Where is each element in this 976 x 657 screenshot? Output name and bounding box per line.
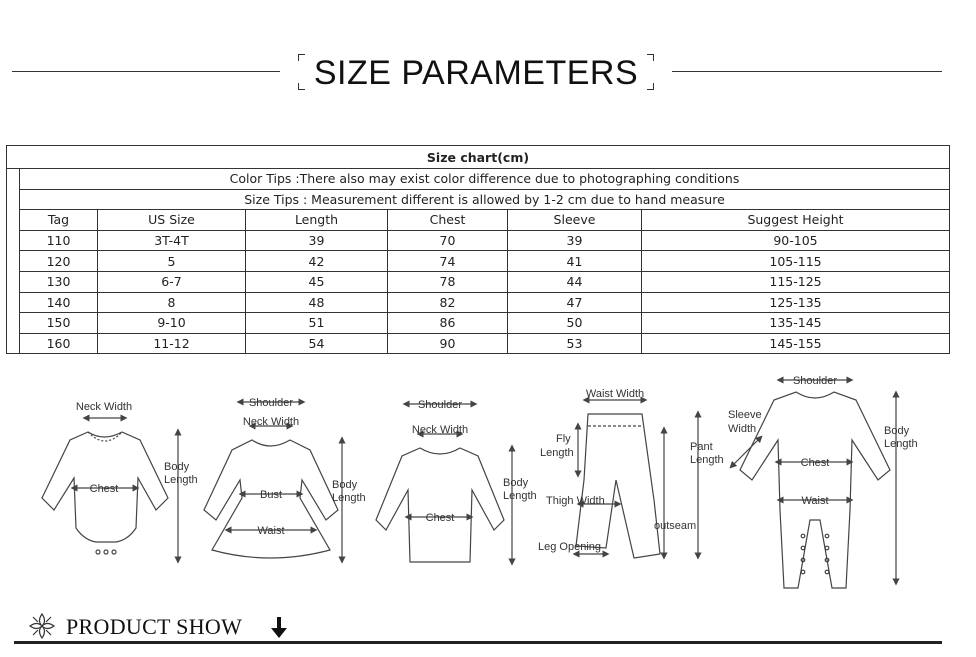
size-tip: Size Tips : Measurement different is allowed by 1-2 cm due to hand measure <box>20 189 950 210</box>
label-body-length: Length <box>503 490 537 502</box>
table-cell: 5 <box>98 251 246 272</box>
label-thigh-width: Thigh Width <box>546 495 605 507</box>
footer-rule <box>14 641 942 644</box>
table-cell: 3T-4T <box>98 230 246 251</box>
label-chest: Chest <box>800 457 830 469</box>
table-cell: 39 <box>508 230 642 251</box>
table-cell: 51 <box>246 313 388 334</box>
label-shoulder: Shoulder <box>417 399 463 411</box>
column-header: Length <box>246 210 388 231</box>
table-cell: 145-155 <box>642 333 950 354</box>
label-outseam: outseam <box>654 520 697 532</box>
romper-diagram <box>728 375 918 588</box>
size-chart-table <box>6 145 950 354</box>
table-cell: 74 <box>388 251 508 272</box>
label-shoulder: Shoulder <box>248 397 294 409</box>
table-cell: 54 <box>246 333 388 354</box>
measurement-illustrations <box>0 370 976 595</box>
table-cell: 70 <box>388 230 508 251</box>
table-cell: 125-135 <box>642 292 950 313</box>
table-row <box>7 230 950 251</box>
table-row <box>7 333 950 354</box>
label-bust: Bust <box>259 489 283 501</box>
table-cell: 11-12 <box>98 333 246 354</box>
label-body-length: Length <box>332 492 366 504</box>
table-cell: 41 <box>508 251 642 272</box>
product-show-title: PRODUCT SHOW <box>66 614 243 639</box>
table-cell: 44 <box>508 271 642 292</box>
label-waist: Waist <box>801 495 829 507</box>
label-waist: Waist <box>257 525 285 537</box>
arrow-down-icon <box>270 616 288 640</box>
column-header: US Size <box>98 210 246 231</box>
table-cell: 105-115 <box>642 251 950 272</box>
label-leg-opening: Leg Opening <box>538 541 601 553</box>
table-cell: 130 <box>20 271 98 292</box>
table-cell: 150 <box>20 313 98 334</box>
label-chest: Chest <box>89 483 119 495</box>
label-body-length: Length <box>884 438 918 450</box>
table-cell: 90 <box>388 333 508 354</box>
label-pant-length: Length <box>690 454 724 466</box>
label-pant-length: Pant <box>690 441 713 453</box>
table-cell: 110 <box>20 230 98 251</box>
table-row <box>7 251 950 272</box>
label-body-length: Body <box>884 425 910 437</box>
leaf-ornament-icon <box>28 612 56 640</box>
product-show-banner <box>0 600 976 657</box>
column-header: Chest <box>388 210 508 231</box>
label-shoulder: Shoulder <box>792 375 838 387</box>
pants-diagram <box>538 388 724 558</box>
table-cell: 39 <box>246 230 388 251</box>
table-cell: 9-10 <box>98 313 246 334</box>
label-neck-width: Neck Width <box>411 424 469 436</box>
dress-diagram <box>204 397 366 560</box>
header-rule-right <box>672 71 942 72</box>
page-title: SIZE PARAMETERS <box>313 54 639 92</box>
table-cell: 48 <box>246 292 388 313</box>
column-header: Tag <box>20 210 98 231</box>
table-cell: 90-105 <box>642 230 950 251</box>
table-cell: 82 <box>388 292 508 313</box>
label-sleeve-width: Sleeve <box>728 409 762 421</box>
table-gutter <box>7 169 20 354</box>
label-body-length: Length <box>164 474 198 486</box>
table-cell: 115-125 <box>642 271 950 292</box>
table-cell: 86 <box>388 313 508 334</box>
header-rule-left <box>12 71 280 72</box>
table-cell: 50 <box>508 313 642 334</box>
label-neck-width: Neck Width <box>242 416 300 428</box>
bodysuit-diagram <box>42 401 198 560</box>
table-cell: 8 <box>98 292 246 313</box>
header-frame <box>298 54 654 90</box>
top-diagram <box>376 399 537 562</box>
column-header: Sleeve <box>508 210 642 231</box>
color-tip: Color Tips :There also may exist color difference due to photographing conditions <box>20 169 950 190</box>
label-waist-width: Waist Width <box>585 388 645 400</box>
label-sleeve-width: Width <box>728 423 757 435</box>
label-body-length: Body <box>332 479 358 491</box>
column-header: Suggest Height <box>642 210 950 231</box>
table-cell: 47 <box>508 292 642 313</box>
table-title: Size chart(cm) <box>7 146 950 169</box>
table-header-row <box>7 210 950 231</box>
table-cell: 78 <box>388 271 508 292</box>
label-fly-length: Length <box>540 447 574 459</box>
table-cell: 160 <box>20 333 98 354</box>
table-cell: 53 <box>508 333 642 354</box>
label-body-length: Body <box>503 477 529 489</box>
label-body-length: Body <box>164 461 190 473</box>
table-cell: 140 <box>20 292 98 313</box>
table-cell: 45 <box>246 271 388 292</box>
table-row <box>7 292 950 313</box>
table-row <box>7 313 950 334</box>
table-cell: 135-145 <box>642 313 950 334</box>
table-cell: 42 <box>246 251 388 272</box>
table-cell: 120 <box>20 251 98 272</box>
table-cell: 6-7 <box>98 271 246 292</box>
label-chest: Chest <box>425 512 455 524</box>
label-neck-width: Neck Width <box>75 401 133 413</box>
label-fly-length: Fly <box>556 433 571 445</box>
table-row <box>7 271 950 292</box>
